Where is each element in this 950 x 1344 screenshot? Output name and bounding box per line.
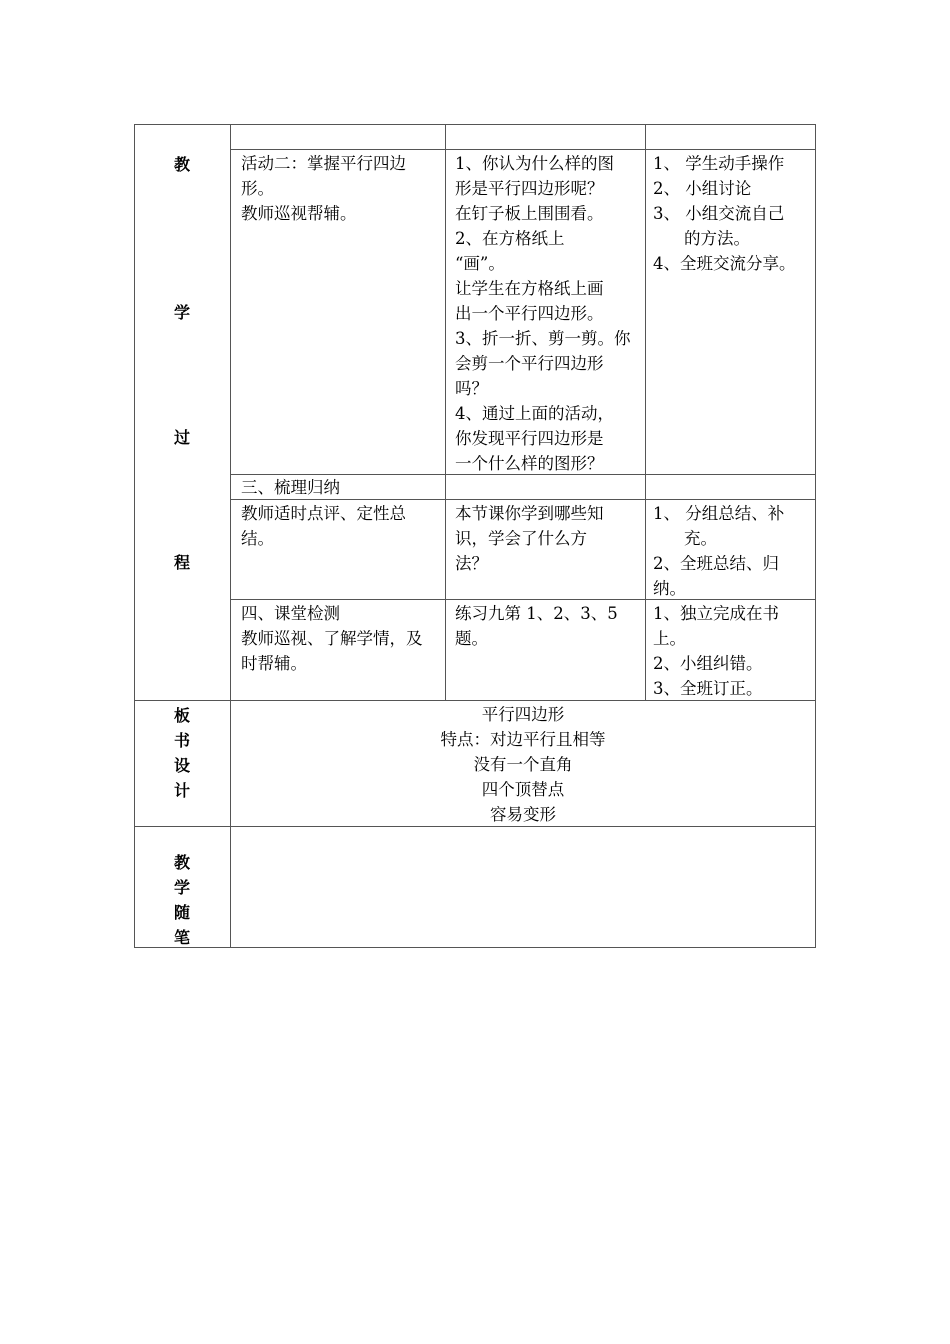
text-line: 4、全班交流分享。 [653,254,796,273]
text-line: 结。 [241,529,274,548]
process-label-3: 过 [173,428,190,447]
table-border-right [815,124,816,948]
summary-student-cell [653,501,784,601]
text-line: 教师适时点评、定性总 [241,504,406,523]
table-rule [645,124,646,701]
text-line: 吗？ [455,379,488,398]
text-line: 教师巡视、了解学情，及 [241,629,423,648]
board-line: 容易变形 [490,805,556,824]
text-line: 形是平行四边形呢？ [455,179,604,198]
text-line: 一个什么样的图形？ [455,454,604,473]
check-teacher-cell [241,601,423,676]
text-line: 2、 小组讨论 [653,179,752,198]
text-line: 上。 [653,629,686,648]
text-line: 4、通过上面的活动， [455,404,614,423]
text-line: 2、全班总结、归 [653,554,779,573]
summary-heading: 三、梳理归纳 [241,478,340,497]
table-border-left [134,124,135,948]
text-line: 3、 小组交流自己 [653,204,785,223]
notes-label-char: 学 [173,878,190,897]
board-label-char: 书 [173,731,190,750]
text-line: 出一个平行四边形。 [455,304,604,323]
text-line: 题。 [455,629,488,648]
text-line: 练习九第 1、2、3、5 [455,604,618,623]
text-line: 法？ [455,554,488,573]
board-label-char: 计 [173,781,190,800]
text-line: 2、在方格纸上 [455,229,565,248]
text-line: 1、独立完成在书 [653,604,779,623]
check-content-cell [455,601,618,651]
notes-label-char: 教 [173,853,190,872]
text-line: 形。 [241,179,274,198]
text-line: 1、 学生动手操作 [653,154,785,173]
board-label-char: 板 [173,706,190,725]
notes-label [134,850,230,950]
board-design-cell [231,702,815,827]
notes-label-char: 随 [173,903,190,922]
text-line: 3、折一折、剪一剪。你 [455,329,631,348]
table-rule [445,124,446,701]
text-line: “画”。 [455,254,505,273]
activity2-content-cell [455,151,631,476]
text-line: 四、课堂检测 [241,604,340,623]
text-line: 充。 [684,529,717,548]
text-line: 2、小组纠错。 [653,654,763,673]
text-line: 会剪一个平行四边形 [455,354,604,373]
check-student-cell [653,601,779,701]
process-label-1: 教 [173,155,190,174]
text-line: 纳。 [653,579,686,598]
process-label-2: 学 [173,303,190,322]
board-line: 四个顶替点 [481,780,565,799]
table-border-bottom [134,947,816,948]
text-line: 本节课你学到哪些知 [455,504,604,523]
text-line: 3、全班订正。 [653,679,763,698]
summary-teacher-cell [241,501,406,551]
text-line: 的方法。 [684,229,750,248]
text-line: 在钉子板上围围看。 [455,204,604,223]
summary-content-cell [455,501,604,576]
table-border-top [134,124,816,125]
text-line: 1、 分组总结、补 [653,504,785,523]
board-line: 没有一个直角 [473,755,573,774]
activity2-teacher-cell [241,151,406,226]
board-label-char: 设 [173,756,190,775]
text-line: 教师巡视帮辅。 [241,204,357,223]
activity2-student-cell [653,151,796,276]
text-line: 1、你认为什么样的图 [455,154,614,173]
board-line: 平行四边形 [481,705,565,724]
notes-label-char: 笔 [173,928,190,947]
table-rule [230,149,816,150]
text-line: 时帮辅。 [241,654,307,673]
board-label [134,703,230,803]
board-line: 特点：对边平行且相等 [440,730,606,749]
text-line: 让学生在方格纸上画 [455,279,604,298]
text-line: 识，学会了什么方 [455,529,587,548]
text-line: 活动二：掌握平行四边 [241,154,406,173]
text-line: 你发现平行四边形是 [455,429,604,448]
process-label-4: 程 [173,553,190,572]
